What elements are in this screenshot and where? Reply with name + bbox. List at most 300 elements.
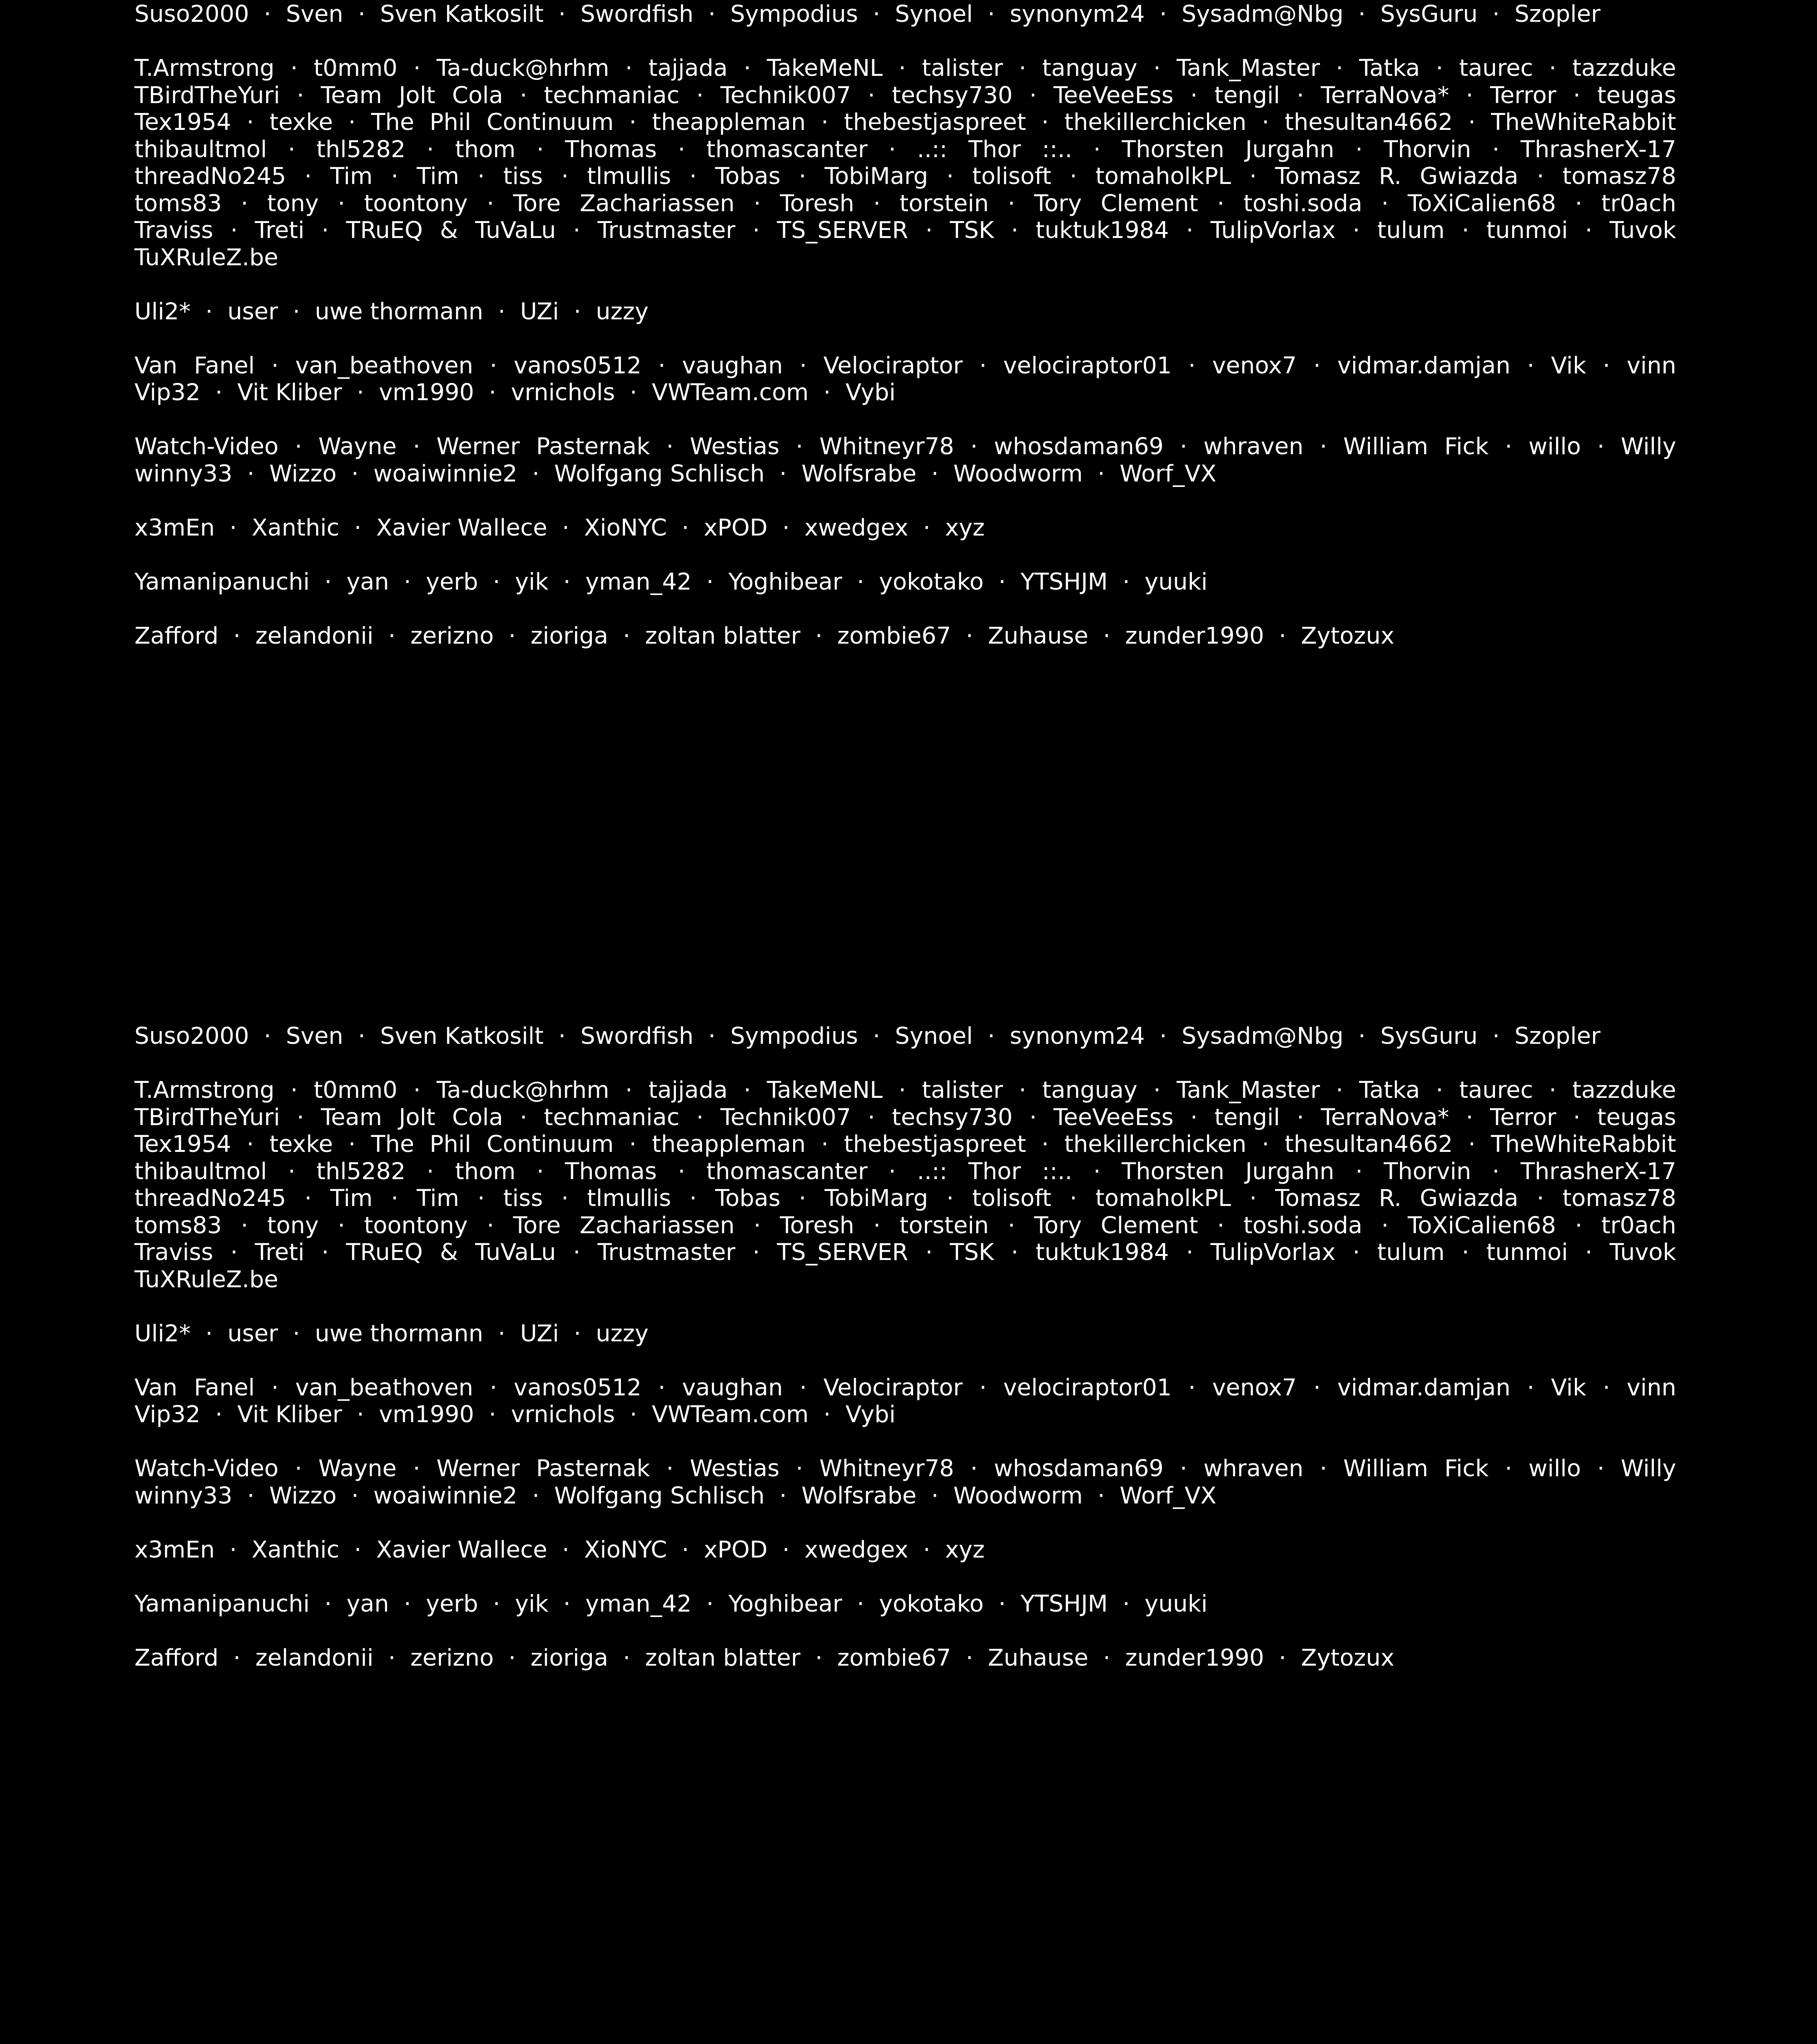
separator-dot: · [1153, 55, 1161, 82]
contributor-name: talister [922, 1077, 1003, 1104]
separator-dot: · [563, 1590, 571, 1617]
contributor-name: tiss [503, 163, 543, 190]
contributor-name: techsy730 [892, 82, 1013, 109]
contributor-name: William Fick [1343, 1455, 1489, 1482]
contributor-name: TuXRuleZ.be [134, 1266, 278, 1293]
separator-dot: · [1381, 1212, 1389, 1239]
separator-dot: · [821, 109, 829, 136]
contributor-name: T.Armstrong [134, 55, 275, 82]
contributor-name: Wayne [318, 433, 397, 460]
contributor-name: tr0ach [1601, 1212, 1677, 1239]
contributor-name: Treti [255, 217, 305, 244]
contributor-name: Willy [1620, 1455, 1676, 1482]
contributor-name: tlmullis [587, 163, 671, 190]
contributor-name: zoltan blatter [645, 622, 801, 650]
separator-dot: · [1603, 352, 1610, 379]
contributor-name: thibaultmol [134, 1158, 267, 1185]
contributor-name: Yamanipanuchi [134, 1590, 310, 1617]
contributor-name: taurec [1459, 55, 1533, 82]
contributor-name: Tank_Master [1177, 55, 1320, 82]
contributor-name: yik [515, 568, 549, 595]
credits-line [134, 1483, 1676, 1510]
contributor-name: vanos0512 [513, 352, 642, 379]
credits-line [134, 163, 1676, 190]
contributor-name: uwe thormann [315, 1320, 483, 1347]
contributor-name: Synoel [895, 1023, 973, 1050]
contributor-name: TerraNova* [1321, 82, 1450, 109]
separator-dot: · [706, 568, 714, 595]
contributor-name: threadNo245 [134, 163, 286, 190]
contributor-name: vaughan [682, 1374, 783, 1401]
separator-dot: · [1435, 1077, 1444, 1104]
contributor-name: Thorsten Jurgahn [1122, 1158, 1335, 1185]
contributor-name: texke [269, 109, 333, 136]
separator-dot: · [1122, 568, 1130, 595]
separator-dot: · [1466, 82, 1474, 109]
contributor-name: Tuvok [1609, 1239, 1676, 1266]
separator-dot: · [1159, 1, 1167, 28]
separator-dot: · [1153, 1077, 1161, 1104]
separator-dot: · [536, 1158, 544, 1185]
separator-dot: · [297, 1104, 304, 1131]
contributor-name: x3mEn [134, 514, 215, 541]
contributor-name: toshi.soda [1243, 1212, 1363, 1239]
contributor-name: Thorvin [1384, 136, 1471, 163]
contributor-name: uzzy [596, 298, 649, 325]
contributor-name: Uli2* [134, 298, 191, 325]
contributor-name: Sven Katkosilt [380, 1, 544, 28]
separator-dot: · [427, 136, 434, 163]
contributor-name: Willy [1620, 433, 1676, 460]
contributor-name: willo [1528, 433, 1581, 460]
contributor-name: yuuki [1144, 568, 1208, 595]
credits-line [134, 136, 1676, 164]
contributor-name: UZi [520, 1320, 559, 1347]
separator-dot: · [1573, 82, 1581, 109]
contributor-name: Trustmaster [597, 217, 735, 244]
separator-dot: · [391, 163, 398, 190]
credits-group-s [134, 1, 1676, 28]
contributor-name: venox7 [1212, 352, 1297, 379]
separator-dot: · [1492, 1023, 1500, 1050]
contributor-name: Velociraptor [823, 1374, 963, 1401]
separator-dot: · [1492, 1, 1500, 28]
contributor-name: Worf_VX [1119, 460, 1216, 487]
contributor-name: tulum [1377, 217, 1445, 244]
separator-dot: · [573, 298, 581, 325]
contributor-name: Vybi [845, 379, 896, 406]
separator-dot: · [288, 136, 296, 163]
separator-dot: · [630, 379, 637, 406]
separator-dot: · [823, 379, 831, 406]
credits-line [134, 352, 1676, 380]
contributor-name: TeeVeeEss [1053, 82, 1174, 109]
separator-dot: · [931, 460, 939, 487]
contributor-name: tolisoft [972, 163, 1052, 190]
separator-dot: · [696, 82, 704, 109]
contributor-name: TeeVeeEss [1053, 1104, 1174, 1131]
separator-dot: · [899, 55, 906, 82]
separator-dot: · [487, 190, 494, 217]
separator-dot: · [290, 1077, 298, 1104]
contributor-name: winny33 [134, 1482, 233, 1509]
contributor-name: Tomasz R. Gwiazda [1275, 1185, 1519, 1212]
separator-dot: · [1352, 1239, 1360, 1266]
contributor-name: Wizzo [269, 1482, 337, 1509]
separator-dot: · [970, 433, 978, 460]
separator-dot: · [795, 433, 803, 460]
separator-dot: · [1468, 109, 1476, 136]
separator-dot: · [536, 136, 544, 163]
separator-dot: · [294, 1455, 303, 1482]
contributor-name: thekillerchicken [1064, 109, 1246, 136]
contributor-name: xPOD [704, 1536, 768, 1563]
separator-dot: · [988, 1, 995, 28]
separator-dot: · [1249, 1185, 1257, 1212]
separator-dot: · [630, 1401, 637, 1428]
separator-dot: · [966, 1644, 973, 1672]
separator-dot: · [354, 514, 362, 541]
contributor-name: tiss [503, 1185, 543, 1212]
separator-dot: · [1355, 1158, 1363, 1185]
separator-dot: · [689, 163, 697, 190]
separator-dot: · [1575, 1212, 1583, 1239]
contributor-name: tunmoi [1486, 217, 1568, 244]
contributor-name: Suso2000 [134, 1, 249, 28]
contributor-name: yik [515, 1590, 549, 1617]
separator-dot: · [658, 1374, 665, 1401]
credits-list [134, 1, 1676, 677]
contributor-name: Tank_Master [1177, 1077, 1320, 1104]
contributor-name: TRuEQ & TuVaLu [346, 1239, 556, 1266]
contributor-name: Vybi [845, 1401, 896, 1428]
separator-dot: · [321, 217, 329, 244]
contributor-name: tlmullis [587, 1185, 671, 1212]
separator-dot: · [1103, 1644, 1111, 1672]
credits-line [134, 1591, 1676, 1618]
separator-dot: · [427, 1158, 434, 1185]
contributor-name: tazzduke [1572, 55, 1676, 82]
separator-dot: · [1537, 163, 1544, 190]
contributor-name: thl5282 [316, 1158, 406, 1185]
contributor-name: zioriga [531, 622, 608, 650]
contributor-name: van_beathoven [295, 352, 473, 379]
separator-dot: · [623, 1644, 630, 1672]
credits-group-t [134, 1077, 1676, 1293]
credits-line [134, 1401, 1676, 1429]
contributor-name: Tobas [715, 1185, 781, 1212]
credits-line [134, 1645, 1676, 1672]
contributor-name: thebestjaspreet [844, 109, 1026, 136]
separator-dot: · [1029, 1104, 1037, 1131]
separator-dot: · [293, 298, 300, 325]
credits-group-w [134, 433, 1676, 487]
separator-dot: · [498, 298, 506, 325]
contributor-name: Synoel [895, 1, 973, 28]
separator-dot: · [348, 109, 356, 136]
contributor-name: teugas [1597, 82, 1676, 109]
contributor-name: T.Armstrong [134, 1077, 275, 1104]
credits-group-y [134, 569, 1676, 596]
credits-line [134, 1239, 1676, 1266]
contributor-name: thekillerchicken [1064, 1131, 1246, 1158]
separator-dot: · [1603, 1374, 1610, 1401]
separator-dot: · [1041, 109, 1049, 136]
separator-dot: · [358, 1, 366, 28]
separator-dot: · [304, 163, 312, 190]
contributor-name: Szopler [1514, 1023, 1601, 1050]
contributor-name: synonym24 [1009, 1, 1145, 28]
contributor-name: vm1990 [379, 1401, 474, 1428]
contributor-name: Tatka [1359, 1077, 1420, 1104]
separator-dot: · [998, 568, 1006, 595]
credits-line [134, 1537, 1676, 1564]
credits-line [134, 433, 1676, 461]
separator-dot: · [666, 1455, 674, 1482]
separator-dot: · [297, 82, 304, 109]
credits-line [134, 217, 1676, 244]
contributor-name: Wayne [318, 1455, 397, 1482]
separator-dot: · [477, 1185, 485, 1212]
contributor-name: tony [267, 1212, 319, 1239]
separator-dot: · [1335, 1077, 1343, 1104]
credits-line [134, 1131, 1676, 1158]
separator-dot: · [1019, 1077, 1027, 1104]
contributor-name: tengil [1214, 1104, 1280, 1131]
contributor-name: Watch-Video [134, 433, 279, 460]
contributor-name: Westias [690, 1455, 779, 1482]
contributor-name: user [227, 1320, 278, 1347]
contributor-name: Watch-Video [134, 1455, 279, 1482]
contributor-name: ThrasherX-17 [1520, 1158, 1677, 1185]
credits-line [134, 1374, 1676, 1402]
separator-dot: · [753, 1212, 761, 1239]
contributor-name: Swordfish [580, 1, 694, 28]
separator-dot: · [782, 514, 790, 541]
separator-dot: · [508, 1644, 516, 1672]
separator-dot: · [403, 568, 412, 595]
separator-dot: · [1537, 1185, 1544, 1212]
contributor-name: yokotako [879, 568, 984, 595]
contributor-name: Yoghibear [728, 568, 842, 595]
separator-dot: · [795, 1455, 803, 1482]
contributor-name: Tobas [715, 163, 781, 190]
contributor-name: vaughan [682, 352, 783, 379]
contributor-name: t0mm0 [313, 1077, 397, 1104]
contributor-name: tuktuk1984 [1035, 217, 1169, 244]
separator-dot: · [294, 433, 303, 460]
separator-dot: · [508, 622, 516, 650]
contributor-name: Zafford [134, 622, 218, 650]
contributor-name: Vik [1551, 1374, 1586, 1401]
separator-dot: · [666, 433, 674, 460]
separator-dot: · [1527, 352, 1534, 379]
credits-line [134, 298, 1676, 326]
separator-dot: · [868, 82, 875, 109]
contributor-name: Terror [1490, 82, 1557, 109]
contributor-name: Team Jolt Cola [321, 82, 503, 109]
contributor-name: vrnichols [511, 379, 615, 406]
contributor-name: Tory Clement [1034, 1212, 1198, 1239]
separator-dot: · [1041, 1131, 1049, 1158]
separator-dot: · [558, 1, 566, 28]
contributor-name: techmaniac [544, 82, 680, 109]
contributor-name: Wolfsrabe [801, 460, 917, 487]
contributor-name: thebestjaspreet [844, 1131, 1026, 1158]
contributor-name: TulipVorlax [1210, 217, 1336, 244]
contributor-name: The Phil Continuum [371, 109, 614, 136]
separator-dot: · [1186, 217, 1194, 244]
separator-dot: · [1069, 1185, 1077, 1212]
separator-dot: · [873, 190, 881, 217]
contributor-name: Xavier Wallece [376, 1536, 547, 1563]
contributor-name: toshi.soda [1243, 190, 1363, 217]
contributor-name: tazzduke [1572, 1077, 1676, 1104]
contributor-name: Swordfish [580, 1023, 694, 1050]
contributor-name: XioNYC [584, 514, 667, 541]
contributor-name: TS_SERVER [777, 1239, 908, 1266]
separator-dot: · [1188, 352, 1196, 379]
contributor-name: TRuEQ & TuVaLu [346, 217, 556, 244]
contributor-name: vanos0512 [513, 1374, 642, 1401]
separator-dot: · [623, 622, 630, 650]
contributor-name: thesultan4662 [1285, 1131, 1453, 1158]
contributor-name: yman_42 [585, 1590, 692, 1617]
contributor-name: Zytozux [1301, 1644, 1395, 1672]
contributor-name: synonym24 [1009, 1023, 1145, 1050]
contributor-name: vm1990 [379, 379, 474, 406]
separator-dot: · [799, 1185, 806, 1212]
contributor-name: yan [346, 1590, 389, 1617]
contributor-name: theappleman [652, 109, 806, 136]
separator-dot: · [492, 568, 501, 595]
contributor-name: The Phil Continuum [371, 1131, 614, 1158]
contributor-name: taurec [1459, 1077, 1533, 1104]
contributor-name: uzzy [596, 1320, 649, 1347]
credits-line [134, 1104, 1676, 1131]
contributor-name: yokotako [879, 1590, 984, 1617]
separator-dot: · [490, 1374, 497, 1401]
credits-line [134, 244, 1676, 272]
separator-dot: · [532, 460, 540, 487]
credits-line [134, 109, 1676, 136]
contributor-name: Yamanipanuchi [134, 568, 310, 595]
separator-dot: · [558, 1023, 566, 1050]
contributor-name: Werner Pasternak [436, 433, 650, 460]
separator-dot: · [487, 1212, 494, 1239]
separator-dot: · [293, 1320, 300, 1347]
contributor-name: Van Fanel [134, 352, 255, 379]
contributor-name: Sven Katkosilt [380, 1023, 544, 1050]
separator-dot: · [1358, 1023, 1366, 1050]
credits-group-s [134, 1023, 1676, 1050]
contributor-name: zoltan blatter [645, 1644, 801, 1672]
contributor-name: TBirdTheYuri [134, 1104, 280, 1131]
contributor-name: ToXiCalien68 [1407, 190, 1556, 217]
contributor-name: ..:: Thor ::.. [917, 136, 1072, 163]
separator-dot: · [743, 55, 751, 82]
contributor-name: vinn [1627, 1374, 1677, 1401]
contributor-name: TS_SERVER [777, 217, 908, 244]
contributor-name: thibaultmol [134, 136, 267, 163]
contributor-name: TheWhiteRabbit [1491, 109, 1676, 136]
separator-dot: · [403, 1590, 412, 1617]
contributor-name: winny33 [134, 460, 233, 487]
separator-dot: · [678, 136, 685, 163]
separator-dot: · [1097, 1482, 1105, 1509]
separator-dot: · [1549, 55, 1557, 82]
separator-dot: · [229, 514, 237, 541]
contributor-name: VWTeam.com [651, 1401, 809, 1428]
separator-dot: · [1504, 1455, 1513, 1482]
contributor-name: Woodworm [953, 460, 1083, 487]
separator-dot: · [215, 1401, 223, 1428]
contributor-name: TuXRuleZ.be [134, 244, 278, 271]
separator-dot: · [561, 163, 569, 190]
separator-dot: · [233, 622, 241, 650]
separator-dot: · [357, 379, 364, 406]
separator-dot: · [979, 352, 987, 379]
contributor-name: techmaniac [544, 1104, 680, 1131]
credits-screen-copy [0, 1022, 1817, 2044]
contributor-name: Wizzo [269, 460, 337, 487]
credits-group-v [134, 1374, 1676, 1429]
contributor-name: tanguay [1042, 55, 1137, 82]
credits-group-y [134, 1591, 1676, 1618]
separator-dot: · [230, 217, 238, 244]
contributor-name: Tim [330, 163, 373, 190]
contributor-name: Xanthic [251, 514, 339, 541]
contributor-name: SysGuru [1380, 1, 1478, 28]
contributor-name: YTSHJM [1020, 1590, 1108, 1617]
separator-dot: · [246, 1131, 254, 1158]
separator-dot: · [247, 1482, 255, 1509]
separator-dot: · [752, 1239, 760, 1266]
contributor-name: Tomasz R. Gwiazda [1275, 163, 1519, 190]
separator-dot: · [477, 163, 485, 190]
contributor-name: Vip32 [134, 379, 201, 406]
separator-dot: · [681, 1536, 689, 1563]
credits-line [134, 190, 1676, 218]
separator-dot: · [247, 460, 255, 487]
contributor-name: Ta-duck@hrhm [437, 55, 610, 82]
credits-line [134, 55, 1676, 82]
contributor-name: Tim [330, 1185, 373, 1212]
separator-dot: · [681, 514, 689, 541]
contributor-name: Vit Kliber [237, 1401, 342, 1428]
credits-line [134, 569, 1676, 596]
separator-dot: · [1466, 1104, 1474, 1131]
contributor-name: xyz [945, 1536, 985, 1563]
credits-group-z [134, 1645, 1676, 1672]
credits-line [134, 1077, 1676, 1104]
contributor-name: TulipVorlax [1210, 1239, 1336, 1266]
contributor-name: torstein [899, 1212, 989, 1239]
separator-dot: · [520, 1104, 527, 1131]
separator-dot: · [1261, 109, 1270, 136]
separator-dot: · [873, 1023, 880, 1050]
contributor-name: Trustmaster [597, 1239, 735, 1266]
separator-dot: · [1597, 433, 1605, 460]
contributor-name: Tuvok [1609, 217, 1676, 244]
separator-dot: · [988, 1023, 995, 1050]
contributor-name: SysGuru [1380, 1023, 1478, 1050]
contributor-name: Toresh [779, 190, 854, 217]
contributor-name: zombie67 [837, 1644, 951, 1672]
separator-dot: · [696, 1104, 704, 1131]
separator-dot: · [288, 1158, 296, 1185]
contributor-name: TakeMeNL [767, 1077, 883, 1104]
